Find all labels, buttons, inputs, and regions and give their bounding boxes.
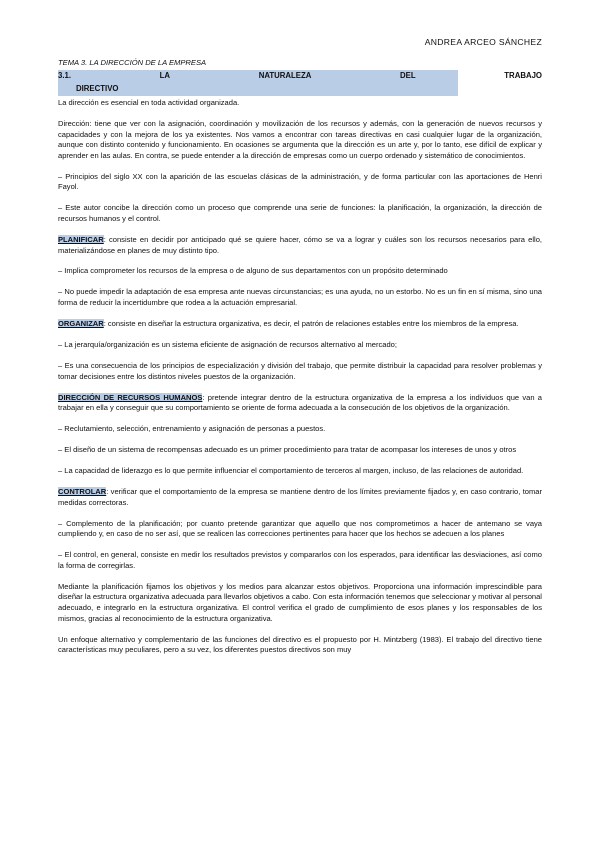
paragraph: Dirección: tiene que ver con la asignación, coordinación y movilización de los recursos y además, con la generación de nuevos recursos y capacidades y con la mejora de los ya existentes. Nos vamos a encontrar con tareas directivas en casi cualquier lugar de la organización, aunque con distinto contenido y funcionamiento. En ocasiones se argumenta que la dirección es un arte y, por lo tanto, ese difícil de explicar y aprender en las aulas. En contra, se puede entender a la dirección de empresas como un cuerpo ordenado y sistemático de conocimientos.	[58, 118, 542, 160]
paragraph: – La capacidad de liderazgo es lo que permite influenciar el comportamiento de terceros al margen, incluso, de las relaciones de autoridad.	[58, 466, 524, 476]
paragraph: – Implica comprometer los recursos de la empresa o de alguno de sus departamentos con un propósito determinado	[58, 266, 448, 276]
paragraph: – El control, en general, consiste en medir los resultados previstos y compararlos con los esperados, para identificar las desviaciones, así como la forma de corregirlas.	[58, 550, 542, 570]
keyword-controlar: CONTROLAR	[58, 487, 107, 497]
keyword-rrhh: DIRECCIÓN DE RECURSOS HUMANOS	[58, 392, 203, 402]
keyword-organizar: ORGANIZAR	[58, 319, 104, 329]
paragraph: – Es una consecuencia de los principios de especialización y división del trabajo, que permite distribuir la capacidad para resolver problemas y tomar decisiones entre los distintos niveles puestos de la organización.	[58, 361, 542, 381]
paragraph-text: : pretende integrar dentro de la estructura organizativa de la empresa a los individuos que van a trabajar en ella y conseguir que su comportamiento se oriente de forma adecuada a la consecución de los objetivos de la organización.	[58, 392, 542, 413]
paragraph: Un enfoque alternativo y complementario de las funciones del directivo es el propuesto por H. Mintzberg (1983). El trabajo del directivo tiene características muy peculiares, pero a su vez, los diferentes puestos directivos son muy	[58, 634, 542, 655]
section-heading	[58, 71, 542, 80]
paragraph: – Este autor concibe la dirección como un proceso que comprende una serie de funciones: la planificación, la organización, la dirección de recursos humanos y el control.	[58, 203, 542, 223]
paragraph-text: : verificar que el comportamiento de la empresa se mantiene dentro de los límites previamente fijados y, en caso contrario, tomar medidas correctoras.	[58, 487, 542, 507]
paragraph: – Complemento de la planificación; por cuanto pretende garantizar que aquello que nos comprometimos a hacer de antemano se vaya cumpliendo y, en caso de no ser así, que se realicen las correcciones pertinentes para hacer que los hechos se adecuen a los planes	[58, 518, 542, 539]
chapter-title: TEMA 3. LA DIRECCIÓN DE LA EMPRESA	[58, 58, 207, 67]
keyword-planificar: PLANIFICAR	[58, 234, 104, 244]
section-word: NATURALEZA	[258, 71, 312, 80]
paragraph: La dirección es esencial en toda actividad organizada.	[58, 98, 240, 107]
paragraph-controlar	[58, 487, 542, 508]
paragraph-text: : consiste en decidir por anticipado qué se quiere hacer, cómo se va a lograr y cuáles son los recursos necesarios para ello, materializándose en planes de muy distinto tipo.	[58, 234, 542, 255]
paragraph-organizar	[58, 319, 542, 330]
section-heading-continued: DIRECTIVO	[76, 84, 119, 93]
paragraph-planificar	[58, 235, 542, 256]
paragraph-rrhh	[58, 393, 542, 414]
section-word: 3.1.	[58, 71, 72, 80]
section-word: LA	[159, 71, 171, 80]
paragraph-text: : consiste en diseñar la estructura organizativa, es decir, el patrón de relaciones estables entre los miembros de la empresa.	[103, 319, 519, 329]
paragraph: – No puede impedir la adaptación de esa empresa ante nuevas circunstancias; es una ayuda, no un estorbo. No es un fin en sí misma, sino una forma de reducir la incertidumbre que rodea a la actuación empresarial.	[58, 287, 542, 308]
document-body	[58, 98, 542, 666]
section-word: TRABAJO	[504, 71, 542, 80]
paragraph: – Principios del siglo XX con la aparición de las escuelas clásicas de la administración, y de forma particular con las aportaciones de Henri Fayol.	[58, 171, 542, 192]
paragraph: – Reclutamiento, selección, entrenamiento y asignación de personas a puestos.	[58, 424, 326, 434]
section-word: DEL	[400, 71, 416, 80]
paragraph: Mediante la planificación fijamos los objetivos y los medios para alcanzar estos objetivos. Proporciona una información imprescindible para diseñar la estructura organizativa adecuada para llevarlos objetivos a cabo. Con esta información tenemos que seleccionar y motivar al personal adecuado, e integrarlo en la estructura organizativa. El control verifica el grado de cumplimiento de esos planes y los responsables de los mismos, gracias al reconocimiento de la estructura organizativa.	[58, 581, 542, 623]
paragraph: – El diseño de un sistema de recompensas adecuado es un primer procedimiento para tratar de acompasar los intereses de unos y otros	[58, 445, 517, 455]
paragraph: – La jerarquía/organización es un sistema eficiente de asignación de recursos alternativo al mercado;	[58, 340, 397, 350]
header-author: ANDREA ARCEO SÁNCHEZ	[424, 37, 542, 47]
